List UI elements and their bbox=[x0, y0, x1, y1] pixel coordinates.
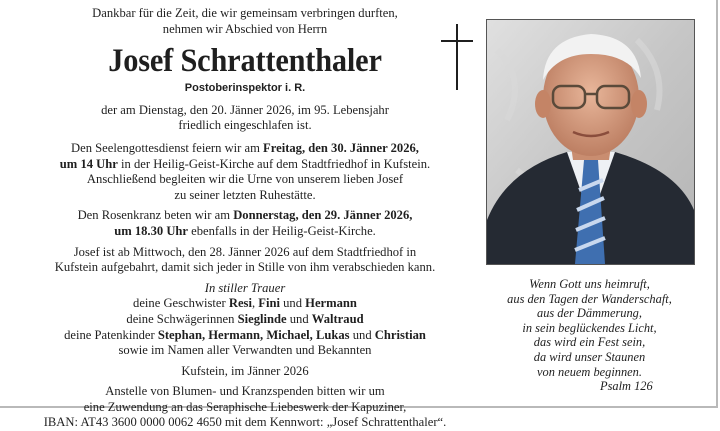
psalm-line: Wenn Gott uns heimruft, bbox=[529, 277, 650, 291]
mass-location: in der Heilig-Geist-Kirche auf dem Stadtfriedhof in Kufstein. bbox=[117, 156, 431, 171]
death-line-1: der am Dienstag, den 20. Jänner 2026, im 95. Lebensjahr bbox=[101, 102, 389, 117]
psalm-line: von neuem beginnen. bbox=[537, 364, 642, 379]
psalm-line: aus den Tagen der Wanderschaft, bbox=[507, 291, 672, 306]
intro-line-1: Dankbar für die Zeit, die wir gemeinsam verbringen durften, bbox=[92, 6, 398, 20]
cross-icon bbox=[441, 24, 473, 90]
mourners-intro: In stiller Trauer bbox=[204, 280, 286, 295]
psalm-line: da wird unser Staunen bbox=[533, 349, 646, 364]
viewing-line-1: Josef ist ab Mittwoch, den 28. Jänner 2026 auf dem Stadtfriedhof in bbox=[73, 244, 417, 259]
sibling-name: Resi bbox=[228, 296, 252, 311]
godchild-name: Christian bbox=[374, 327, 426, 342]
mass-line-2 bbox=[20, 157, 470, 173]
mass-time: um 14 Uhr bbox=[59, 156, 118, 171]
portrait-image bbox=[487, 20, 694, 264]
sibling-name: Hermann bbox=[305, 296, 357, 311]
conjunction: und bbox=[286, 311, 312, 326]
psalm-line: aus der Dämmerung, bbox=[537, 306, 642, 321]
rosary-line-2 bbox=[20, 224, 470, 240]
sibling-name: Fini bbox=[258, 296, 280, 311]
mass-text: Den Seelengottesdienst feiern wir am bbox=[71, 140, 264, 155]
death-line-2: friedlich eingeschlafen ist. bbox=[178, 118, 312, 133]
inlaw-name: Sieglinde bbox=[237, 311, 287, 326]
donation-line-1: Anstelle von Blumen- und Kranzspenden bitten wir um bbox=[105, 384, 385, 399]
mass-line-3: Anschließend begleiten wir die Urne von unserem lieben Josef bbox=[86, 172, 404, 187]
rosary-text: Den Rosenkranz beten wir am bbox=[77, 208, 234, 223]
mourners-siblings bbox=[20, 296, 470, 312]
portrait-photo bbox=[486, 19, 695, 265]
inlaw-name: Waltraud bbox=[311, 311, 364, 326]
godchildren-label: deine Patenkinder bbox=[64, 327, 158, 342]
inlaws-label: deine Schwägerinnen bbox=[126, 311, 238, 326]
mourners-inlaws bbox=[20, 312, 470, 328]
psalm-reference: Psalm 126 bbox=[600, 379, 653, 393]
viewing-line-2: Kufstein aufgebahrt, damit sich jeder in Stille von ihm verabschieden kann. bbox=[54, 260, 436, 275]
conjunction: und bbox=[279, 296, 306, 311]
conjunction: und bbox=[349, 327, 375, 342]
obituary-text-column bbox=[20, 6, 470, 431]
psalm-line: das wird ein Fest sein, bbox=[533, 335, 646, 350]
intro-line-2: nehmen wir Abschied von Herrn bbox=[162, 21, 328, 36]
psalm-line: in sein beglückendes Licht, bbox=[522, 320, 657, 335]
mourners-godchildren bbox=[20, 328, 470, 344]
mourners-others: sowie im Namen aller Verwandten und Bekannten bbox=[118, 343, 372, 358]
psalm-verse bbox=[482, 277, 697, 379]
place-date: Kufstein, im Jänner 2026 bbox=[181, 363, 309, 378]
donation-line-2: eine Zuwendung an das Seraphische Liebeswerk der Kapuziner, bbox=[83, 399, 407, 414]
separator: , bbox=[251, 296, 259, 311]
rosary-location: ebenfalls in der Heilig-Geist-Kirche. bbox=[188, 223, 376, 238]
deceased-title: Postoberinspektor i. R. bbox=[184, 82, 306, 95]
rosary-line-1 bbox=[20, 208, 470, 224]
rosary-date: Donnerstag, den 29. Jänner 2026, bbox=[233, 208, 413, 223]
deceased-name: Josef Schrattenthaler bbox=[108, 43, 382, 80]
siblings-label: deine Geschwister bbox=[133, 296, 229, 311]
rosary-time: um 18.30 Uhr bbox=[114, 223, 189, 238]
godchildren-names: Stephan, Hermann, Michael, Lukas bbox=[157, 327, 350, 342]
mass-date: Freitag, den 30. Jänner 2026, bbox=[263, 140, 419, 155]
mass-line-4: zu seiner letzten Ruhestätte. bbox=[174, 187, 316, 202]
mass-line-1 bbox=[20, 141, 470, 157]
donation-line-3: IBAN: AT43 3600 0000 0062 4650 mit dem Kennwort: „Josef Schrattenthaler“. bbox=[43, 415, 447, 430]
